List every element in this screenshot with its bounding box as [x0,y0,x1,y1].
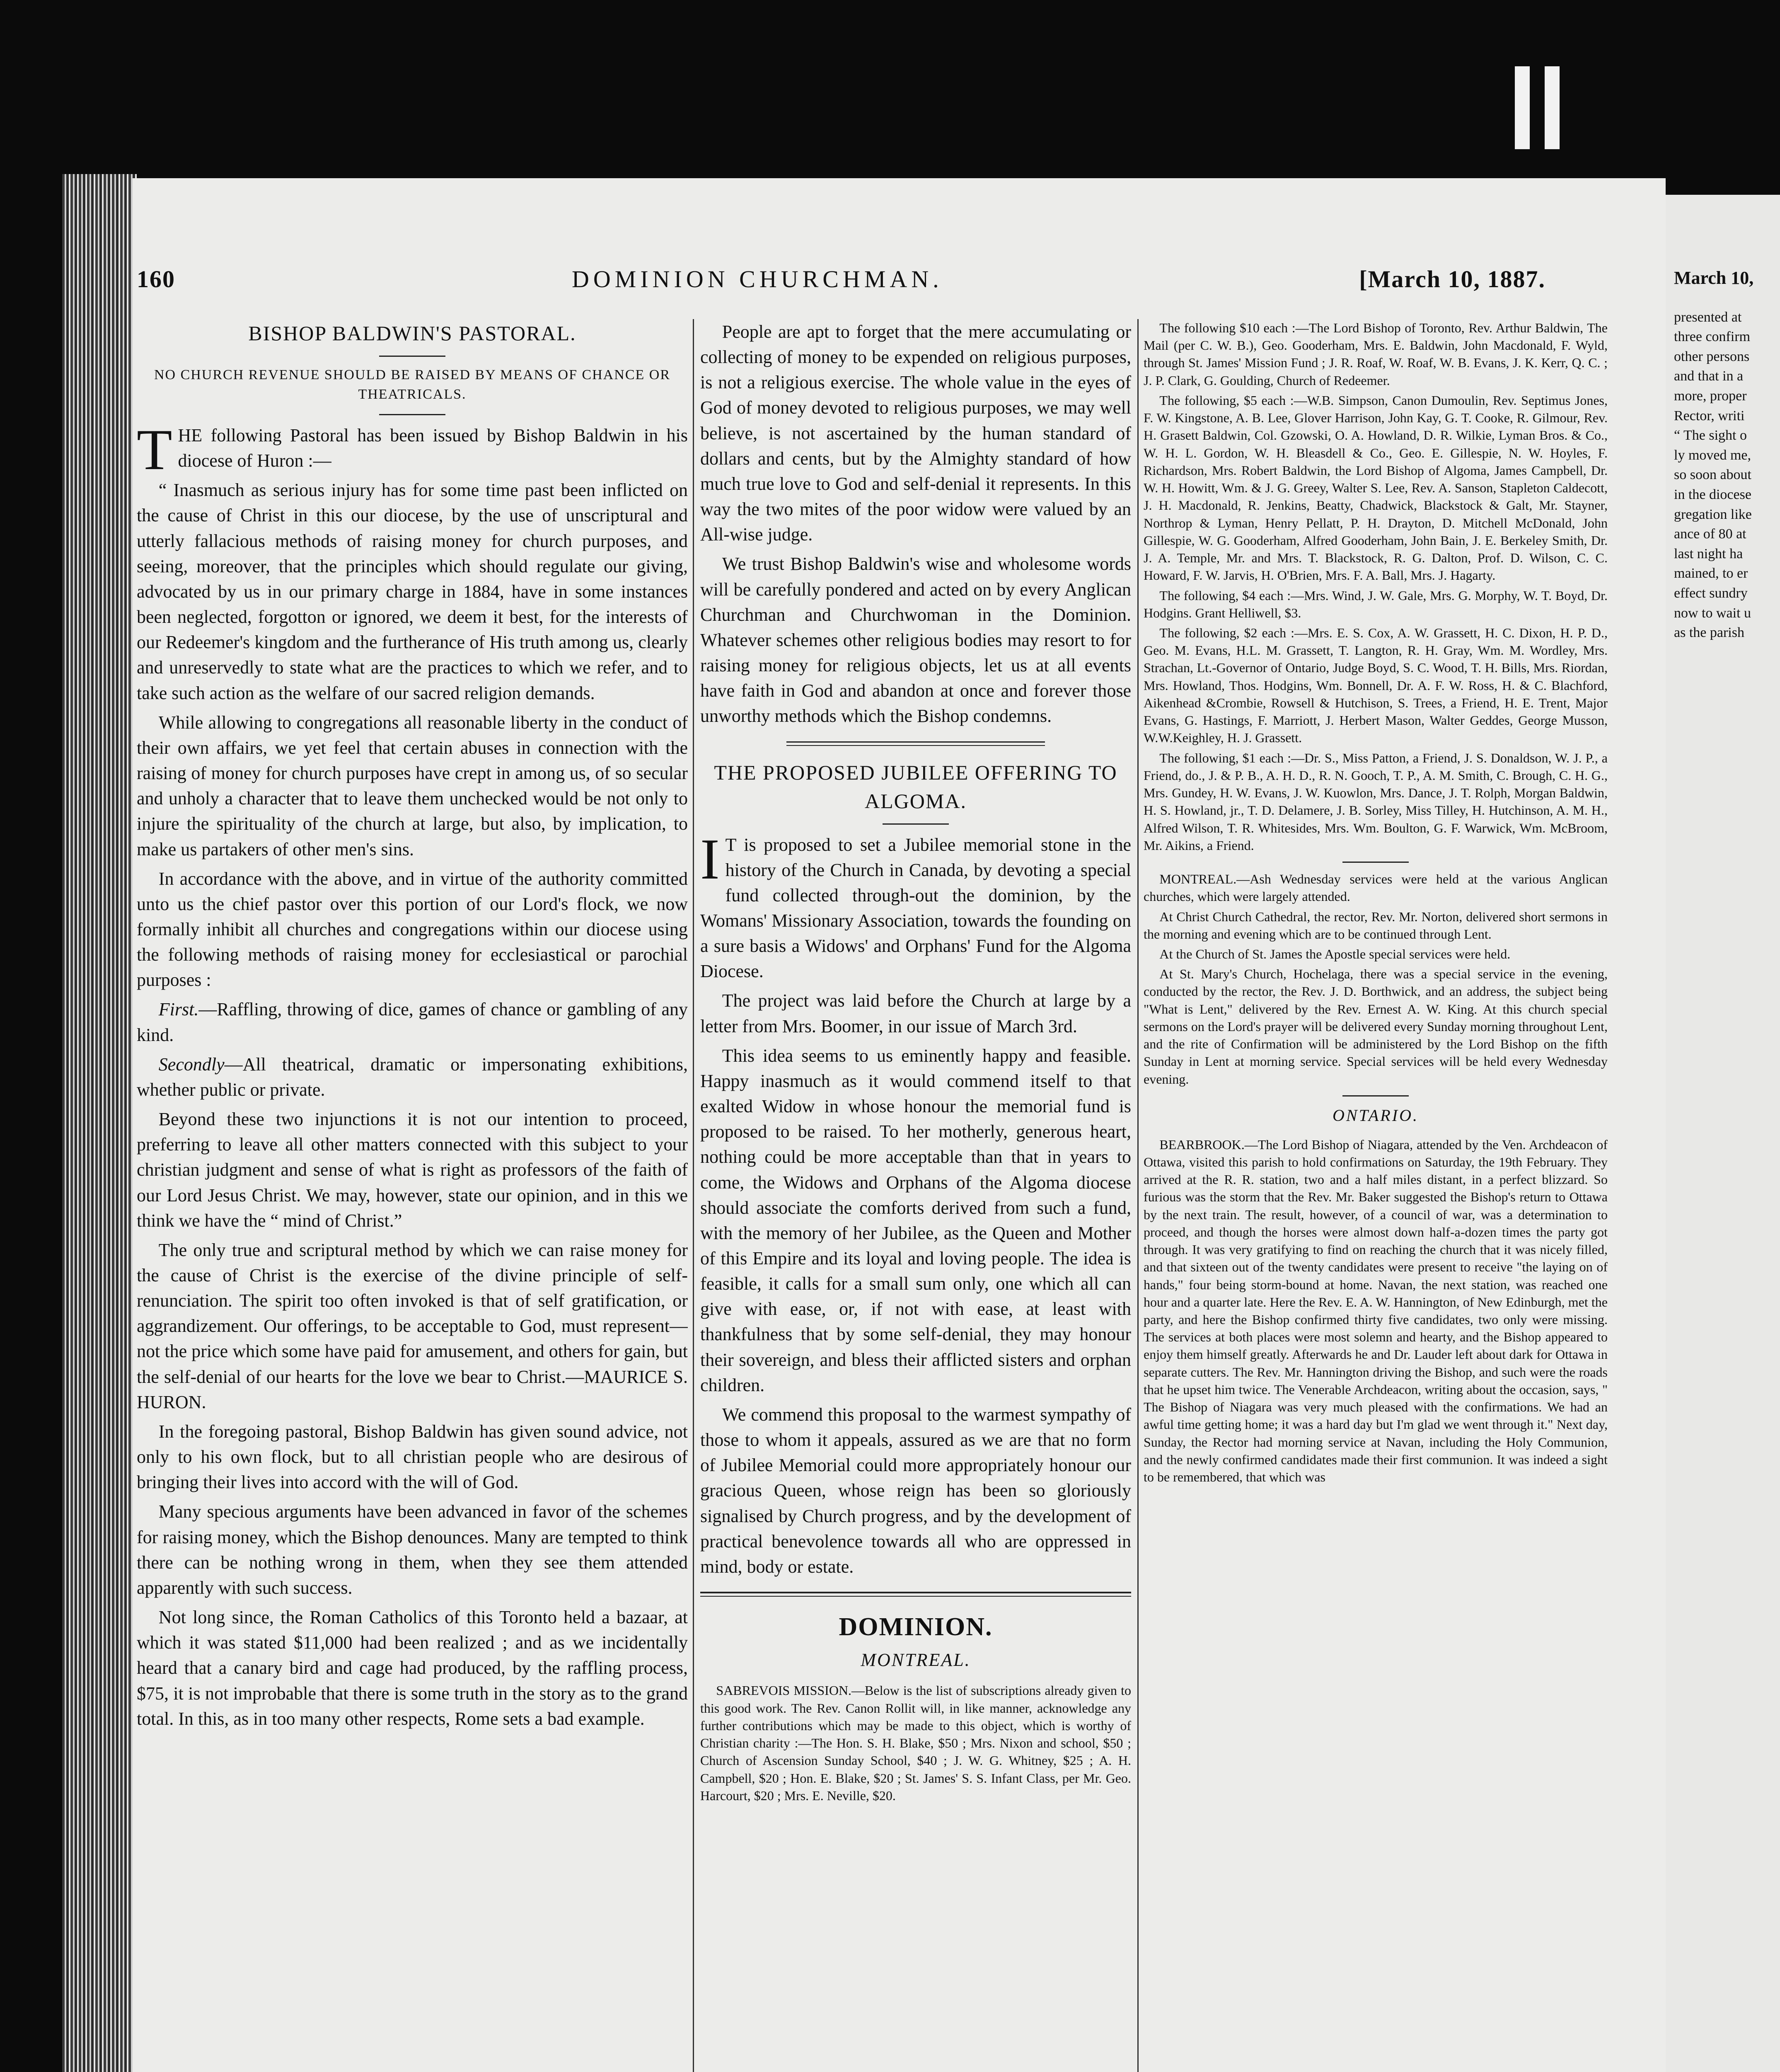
paragraph: The following $10 each :—The Lord Bishop of Toronto, Rev. Arthur Baldwin, The Mail (per C. W. B.), Geo. Gooderham, Mrs. E. Baldwin, John Macdonald, F. Wyld, through St. James' Mission Fund ; J. R. Roaf, W. Roaf, W. B. Evans, J. K. Kerr, Q. C. ; J. P. Clark, G. Goulding, Church of Redeemer. [1144,320,1608,388]
facing-line: in the diocese [1674,487,1751,502]
book-spine-edge [62,174,137,2072]
article-subheading: NO CHURCH REVENUE SHOULD BE RAISED BY MEANS OF CHANCE OR THEATRICALS. [154,367,671,402]
rule [379,356,445,357]
page-number: 160 [137,266,175,293]
page-header [137,265,1545,303]
paragraph: We trust Bishop Baldwin's wise and wholesome words will be carefully pondered and acted on by every Anglican Churchman and Churchwoman in the Dominion. Whatever schemes other religious bodies may resort to for raising money for religious objects, let us at all events have faith in God and abandon at once and forever those unworthy methods which the Bishop condemns. [700,554,1131,726]
column-left [137,319,688,2072]
article-heading: THE PROPOSED JUBILEE OFFERING TO ALGOMA. [714,760,1117,813]
paragraph: The project was laid before the Church at large by a letter from Mrs. Boomer, in our issue of March 3rd. [700,990,1131,1036]
facing-line: so soon about [1674,467,1751,483]
paragraph: Beyond these two injunctions it is not our intention to proceed, preferring to leave all other matters connected with this subject to your christian judgment and sense of what is right as professors of the faith of our Lord Jesus Christ. We may, however, state our opinion, and in this we think we have the “ mind of Christ.” [137,1109,688,1231]
column-divider [693,319,694,2072]
column-right [1144,319,1608,2072]
facing-page [1666,195,1780,2072]
issue-date: [March 10, 1887. [1359,266,1545,293]
rule [786,741,1045,746]
facing-line: “ The sight o [1674,428,1747,443]
paragraph: People are apt to forget that the mere accumulating or collecting of money to be expended on religious purposes, is not a religious exercise. The whole value in the eyes of God of money devoted to religious purposes, we may well believe, is not ascertained by the human standard of dollars and cents, but by the Almighty standard of how much true love to God and self-denial it represents. In this way the two mites of the poor widow were valued by an All-wise judge. [700,322,1131,545]
facing-line: Rector, writi [1674,408,1745,424]
column-middle [700,319,1131,2072]
paragraph: The following, $1 each :—Dr. S., Miss Patton, a Friend, J. S. Donaldson, W. J. P., a Friend, do., J. & P. B., A. H. D., R. N. Gooch, T. P., A. M. Smith, C. Brough, C. H. G., Mrs. Gundey, H. W. Evans, J. W. Kuowlon, Mrs. Dance, J. T. Rolph, Morgan Baldwin, H. S. Howland, jr., T. D. Delamere, J. B. Sorley, Miss Tilley, H. Hutchinson, A. M. H., Alfred Wilson, T. R. Whitesides, Mrs. Wm. Boulton, G. F. Warwick, Wm. McBroom, Mr. Aikins, a Friend. [1144,750,1608,853]
article-heading: BISHOP BALDWIN'S PASTORAL. [248,322,576,345]
section-subheading: MONTREAL. [861,1650,971,1670]
paragraph: Secondly—All theatrical, dramatic or impersonating exhibitions, whether public or private. [137,1054,688,1100]
paragraph: At the Church of St. James the Apostle special services were held. [1159,946,1511,961]
section-heading: DOMINION. [839,1613,993,1641]
facing-line: mained, to er [1674,566,1748,581]
facing-line: other persons [1674,349,1750,364]
paragraph: While allowing to congregations all reasonable liberty in the conduct of their own affairs, we yet feel that certain abuses in connection with the raising of money for church purposes have crept in among us, of so secular and unholy a character that to leave them unchecked would be not only to injure the spirituality of the church at large, but also, by implication, to make us partakers of other men's sins. [137,712,688,859]
paragraph: First.—Raffling, throwing of dice, games of chance or gambling of any kind. [137,999,688,1045]
paragraph: Many specious arguments have been advanced in favor of the schemes for raising money, which the Bishop denounces. Many are tempted to think there can be nothing wrong in them, when they see them attended apparently with such success. [137,1501,688,1598]
facing-line: effect sundry [1674,585,1748,601]
facing-line: gregation like [1674,506,1752,522]
paragraph: In the foregoing pastoral, Bishop Baldwin has given sound advice, not only to his own flock, but to all christian people who are desirous of bringing their lives into accord with the will of God. [137,1421,688,1493]
paragraph: “ Inasmuch as serious injury has for some time past been inflicted on the cause of Christ in this our diocese, by the use of unscriptural and utterly fallacious methods of raising money for church purposes, and seeing, moreover, that the principles which should regulate our giving, advocated by us in our primary charge in 1884, have in some instances been neglected, forgotton or ignored, we deem it best, for the interests of our Redeemer's kingdom and the furtherance of His truth among us, clearly and unreservedly to state what are the practices to which we refer, and to take such action as the welfare of our sacred religion demands. [137,480,688,703]
paragraph: At St. Mary's Church, Hochelaga, there was a special service in the evening, conducted by the rector, the Rev. J. D. Borthwick, and an address, the subject being "What is Lent," delivered by the Rev. Ernest A. W. King. At this church special sermons on the Lord's prayer will be delivered every Sunday morning throughout Lent, and the rite of Confirmation will be administered by the Lord Bishop on the fifth Sunday in Lent at morning service. Special services will be held every Wednesday evening. [1144,966,1608,1087]
paragraph: I T is proposed to set a Jubilee memorial stone in the history of the Church in Canada, by devoting a special fund collected through-out the dominion, by the Womans' Missionary Association, towards the founding on a sure basis a Widows' and Orphans' Fund for the Algoma Diocese. [700,827,1131,982]
rule [1342,862,1409,863]
paragraph: THE following Pastoral has been issued by Bishop Baldwin in his diocese of Huron :— [137,418,688,482]
paragraph: BEARBROOK.—The Lord Bishop of Niagara, attended by the Ven. Archdeacon of Ottawa, visited this parish to hold confirmations on Saturday, the 19th February. They arrived at the R. R. station, two and a half miles distant, in a perfect blizzard. So furious was the storm that the Rev. Mr. Baker suggested the Bishop's return to Ottawa by the next train. The result, however, of a council of war, was a determination to proceed, and though the horses were almost down half-a-dozen times the party got through. It was very gratifying to find on reaching the church that it was nicely filled, and that sixteen out of the twenty candidates were present to receive "the laying on of hands," four being storm-bound at home. Navan, the next station, was reached one hour and a quarter late. Here the Rev. E. A. W. Hannington, of New Edinburgh, met the party, and here the Bishop confirmed thirty five candidates, two only were missing. The services at both places were most solemn and hearty, and the Bishop appeared to enjoy them himself greatly. Afterwards he and Dr. Lauder left about dark for Ottawa in separate cutters. The Rev. Mr. Hannington driving the Bishop, and such were the roads that he upset him twice. The Venerable Archdeacon, writing about the occasion, says, " The Bishop of Niagara was very much pleased with the confirmations. We had an awful time getting home; it was a hard day but I'm glad we went through it." Next day, Sunday, the Rector had morning service at Navan, including the Holy Communion, and the newly confirmed candidates made their first communion. It was indeed a sight to be remembered, that which was [1144,1137,1608,1485]
paragraph: At Christ Church Cathedral, the rector, Rev. Mr. Norton, delivered short sermons in the morning and evening which are to be continued through Lent. [1144,909,1608,942]
rule [1342,1095,1409,1097]
paragraph: The following, $4 each :—Mrs. Wind, J. W. Gale, Mrs. G. Morphy, W. T. Boyd, Dr. Hodgins. Grant Helliwell, $3. [1144,588,1608,620]
drop-cap: T [137,418,172,482]
facing-line: presented at [1674,309,1742,325]
column-divider [1137,319,1139,2072]
facing-line: ly moved me, [1674,447,1751,463]
facing-line: three confirm [1674,329,1751,345]
facing-line: last night ha [1674,546,1743,562]
facing-line: more, proper [1674,388,1747,404]
paragraph: The following, $2 each :—Mrs. E. S. Cox, A. W. Grassett, H. C. Dixon, H. P. D., Geo. M. Evans, H.L. M. Grassett, T. Langton, R. H. Gray, Wm. M. Wordley, Mrs. Strachan, Lt.-Governor of Ontario, Judge Boyd, S. C. Wood, T. H. Bills, Mrs. Riordan, Mrs. Howland, Thos. Hodgins, Wm. Bonnell, Dr. A. F. W. Ross, H. & C. Blachford, Aikenhead &Crombie, Rowsell & Hutchison, S. Trees, a Friend, H. E. Trent, Major Evans, G. Hastings, F. Marriott, J. Herbert Mason, Walter Geddes, George Musson, W.W.Keighley, H. J. Grassett. [1144,625,1608,746]
facing-line: ance of 80 at [1674,526,1746,542]
paragraph: MONTREAL.—Ash Wednesday services were held at the various Anglican churches, which were largely attended. [1144,871,1608,904]
publication-title: DOMINION CHURCHMAN. [572,266,943,293]
facing-page-header: March 10, [1674,268,1754,288]
scan-marker [1515,66,1530,149]
facing-line: as the parish [1674,625,1744,641]
rule [379,414,445,415]
drop-cap: I [700,827,720,891]
paragraph: In accordance with the above, and in virtue of the authority committed unto us the chief pastor over this portion of our Lord's flock, we now formally inhibit all churches and congregations within our diocese using the following methods of raising money for ecclesiastical or parochial purposes : [137,868,688,990]
rule [700,1592,1131,1597]
rule [883,823,949,825]
section-subheading: ONTARIO. [1333,1106,1419,1125]
paragraph: This idea seems to us eminently happy and feasible. Happy inasmuch as it would commend itself to that exalted Widow in whose honour the memorial fund is proposed to be raised. To her motherly, generous heart, nothing could be more acceptable than that in years to come, the Widows and Orphans of the Algoma diocese should associate the comforts derived from such a fund, with the memory of her Jubilee, as the Queen and Mother of this Empire and its loyal and loving people. The idea is feasible, it calls for a small sum only, one which all can give with ease, or, if not with ease, at least with thankfulness that by some self-denial, they may honour their sovereign, and bless their afflicted sisters and orphan children. [700,1045,1131,1395]
facing-line: now to wait u [1674,605,1751,621]
paragraph: SABREVOIS MISSION.—Below is the list of subscriptions already given to this good work. The Rev. Canon Rollit will, in like manner, acknowledge any further contributions which may be made to this object, which is worthy of Christian charity :—The Hon. S. H. Blake, $50 ; Mrs. Nixon and school, $50 ; Church of Ascension Sunday School, $40 ; J. W. G. Whitney, $25 ; A. H. Campbell, $20 ; Hon. E. Blake, $20 ; St. James' S. S. Infant Class, per Mr. Geo. Harcourt, $20 ; Mrs. E. Neville, $20. [700,1683,1131,1803]
scan-marker [1545,66,1560,149]
paragraph: We commend this proposal to the warmest sympathy of those to whom it appeals, assured as we are that no form of Jubilee Memorial could more appropriately honour our gracious Queen, whose reign has been so gloriously signalised by Church progress, and by the development of practical benevolence towards all who are oppressed in mind, body or estate. [700,1404,1131,1577]
facing-line: and that in a [1674,368,1744,384]
paragraph: The only true and scriptural method by which we can raise money for the cause of Christ is the exercise of the divine principle of self-renunciation. The spirit too often invoked is that of self gratification, or aggrandizement. Our offerings, to be acceptable to God, must represent—not the price which some have paid for amusement, and others for gain, but the self-denial of our hearts for the love we bear to Christ.—MAURICE S. HURON. [137,1239,688,1412]
paragraph: The following, $5 each :—W.B. Simpson, Canon Dumoulin, Rev. Septimus Jones, F. W. Kingstone, A. B. Lee, Glover Harrison, John Kay, G. T. Cooke, R. Gilmour, Rev. H. Grasett Baldwin, Col. Gzowski, O. A. Howland, D. R. Wilkie, Lyman Bros. & Co., W. H. L. Gordon, W. H. Bleasdell & Co., Geo. E. Gillespie, N. W. Hoyles, F. Richardson, Mrs. Robert Baldwin, the Lord Bishop of Algoma, James Campbell, Dr. W. H. Howitt, Wm. & J. G. Greey, Walter S. Lee, Rev. A. Sanson, Stapleton Caldecott, J. H. Macdonald, R. Jenkins, Beatty, Chadwick, Blackstock & Galt, Mr. Stayner, Northrop & Lyman, Henry Pellatt, P. H. Drayton, D. Mitchell McDonald, John Gillespie, W. G. Gooderham, Alfred Gooderham, John Bain, J. E. Berkeley Smith, Dr. J. A. Temple, Mr. and Mrs. T. Blackstock, R. G. Dalton, Prof. D. Wilson, C. C. Howard, F. W. Jarvis, H. O'Brien, Mrs. F. A. Ball, Mrs. J. Hagarty. [1144,392,1608,583]
paragraph: Not long since, the Roman Catholics of this Toronto held a bazaar, at which it was stated $11,000 had been realized ; and as we incidentally heard that a canary bird and cage had produced, by the raffling process, $75, it is not improbable that there is some truth in the story as to the grand total. In this, as in too many other respects, Rome sets a bad example. [137,1607,688,1729]
